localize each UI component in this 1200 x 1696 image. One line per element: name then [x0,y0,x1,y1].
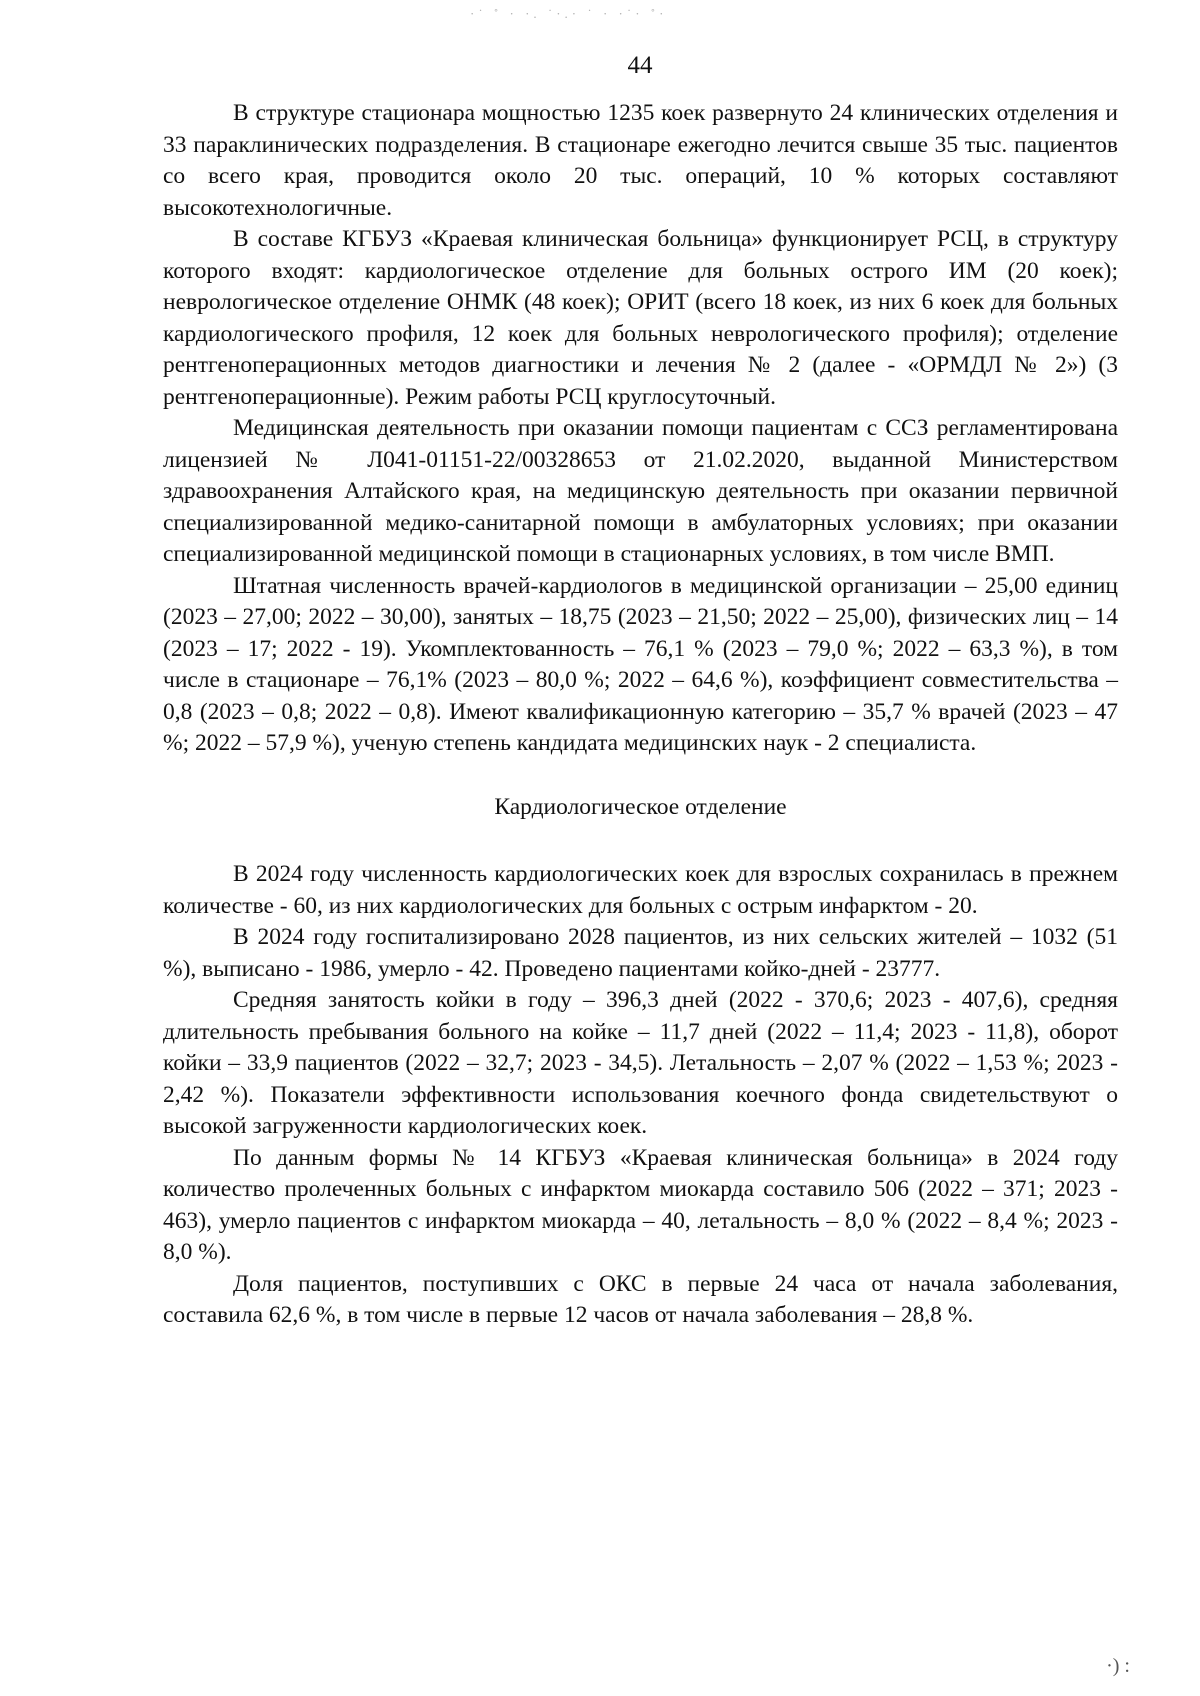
page-number: 44 [627,52,653,79]
scan-artifact: ·˙ ˚ · ·. ˙·.· ˙ · ·˙· ˚· [470,6,668,21]
paragraph-myocardial-infarction: По данным формы № 14 КГБУЗ «Краевая клиническая больница» в 2024 году количество пролеченных больных с инфарктом миокарда составило 506 (2022 – 371; 2023 - 463), умерло пациентов с инфарктом миокарда – 40, летальность – 8,0 % (2022 – 8,4 %; 2023 - 8,0 %). [163,1144,1118,1265]
paragraph-hospital-structure: В структуре стационара мощностью 1235 коек развернуто 24 клинических отделения и 33 параклинических подразделения. В стационаре ежегодно лечится свыше 35 тыс. пациентов со всего края, проводится около 20 тыс. операций, 10 % которых составляют высокотехнологичные. [163,100,1118,221]
paragraph-rsc-composition: В составе КГБУЗ «Краевая клиническая больница» функционирует РСЦ, в структуру которого входят: кардиологическое отделение для больных острого ИМ (20 коек); неврологическое отделение ОНМК (48 коек); ОРИТ (всего 18 коек, из них 6 коек для больных кардиологического профиля, 12 коек для больных неврологического профиля); отделение рентгеноперационных методов диагностики и лечения № 2 (далее - «ОРМДЛ № 2») (3 рентгеноперационные). Режим работы РСЦ круглосуточный. [163,226,1118,410]
section-heading: Кардиологическое отделение [494,793,787,820]
scan-corner-mark: ·) : [1106,1655,1130,1677]
document-body [163,98,1118,1332]
paragraph-acs-share: Доля пациентов, поступивших с ОКС в первые 24 часа от начала заболевания, составила 62,6 %, в том числе в первые 12 часов от начала заболевания – 28,8 %. [163,1270,1118,1328]
paragraph-beds: В 2024 году численность кардиологических коек для взрослых сохранилась в прежнем количестве - 60, из них кардиологических для больных с острым инфарктом - 20. [163,861,1118,919]
paragraph-staffing: Штатная численность врачей-кардиологов в медицинской организации – 25,00 единиц (2023 – 27,00; 2022 – 30,00), занятых – 18,75 (2023 – 21,50; 2022 – 25,00), физических лиц – 14 (2023 – 17; 2022 - 19). Укомплектованность – 76,1 % (2023 – 79,0 %; 2022 – 63,3 %), в том числе в стационаре – 76,1% (2023 – 80,0 %; 2022 – 64,6 %), коэффициент совместительства – 0,8 (2023 – 0,8; 2022 – 0,8). Имеют квалификационную категорию – 35,7 % врачей (2023 – 47 %; 2022 – 57,9 %), ученую степень кандидата медицинских наук - 2 специалиста. [163,572,1118,756]
paragraph-hospitalized: В 2024 году госпитализировано 2028 пациентов, из них сельских жителей – 1032 (51 %), выписано - 1986, умерло - 42. Проведено пациентами койко-дней - 23777. [163,924,1118,982]
paragraph-license: Медицинская деятельность при оказании помощи пациентам с ССЗ регламентирована лицензией № Л041-01151-22/00328653 от 21.02.2020, выданной Министерством здравоохранения Алтайского края, на медицинскую деятельность при оказании первичной специализированной медико-санитарной помощи в амбулаторных условиях; при оказании специализированной медицинской помощи в стационарных условиях, в том числе ВМП. [163,415,1118,567]
paragraph-bed-occupancy: Средняя занятость койки в году – 396,3 дней (2022 - 370,6; 2023 - 407,6), средняя длительность пребывания больного на койке – 11,7 дней (2022 – 11,4; 2023 - 11,8), оборот койки – 33,9 пациентов (2022 – 32,7; 2023 - 34,5). Летальность – 2,07 % (2022 – 1,53 %; 2023 - 2,42 %). Показатели эффективности использования коечного фонда свидетельствуют о высокой загруженности кардиологических коек. [163,987,1118,1139]
